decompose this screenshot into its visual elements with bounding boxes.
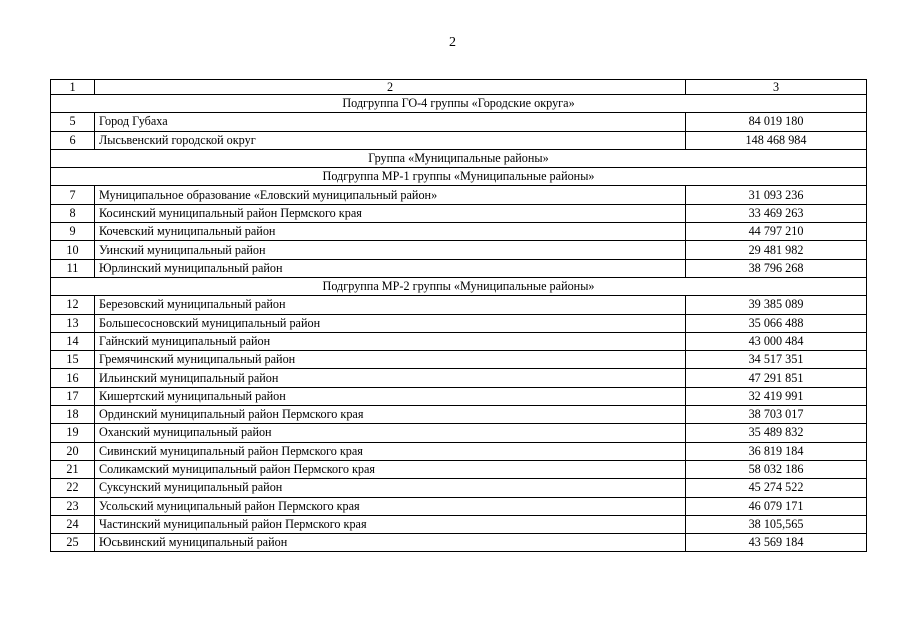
header-col-2: 2: [95, 80, 686, 95]
table-row: [51, 186, 867, 204]
table-body: [51, 80, 867, 552]
table-row: [51, 241, 867, 259]
table-row: [51, 369, 867, 387]
row-number: 15: [51, 351, 95, 369]
table-row: [51, 223, 867, 241]
row-number: 16: [51, 369, 95, 387]
table-row: [51, 534, 867, 552]
header-row: [51, 80, 867, 95]
amount-value: 58 032 186: [686, 460, 867, 478]
row-number: 25: [51, 534, 95, 552]
row-number: 22: [51, 479, 95, 497]
table-row: [51, 442, 867, 460]
table-row: [51, 515, 867, 533]
amount-value: 43 569 184: [686, 534, 867, 552]
amount-value: 43 000 484: [686, 332, 867, 350]
amount-value: 46 079 171: [686, 497, 867, 515]
subgroup-row: [51, 277, 867, 295]
municipality-name: Частинский муниципальный район Пермского края: [95, 515, 686, 533]
municipality-name: Оханский муниципальный район: [95, 424, 686, 442]
municipality-name: Юрлинский муниципальный район: [95, 259, 686, 277]
row-number: 8: [51, 204, 95, 222]
row-number: 20: [51, 442, 95, 460]
municipality-name: Усольский муниципальный район Пермского края: [95, 497, 686, 515]
amount-value: 38 105,565: [686, 515, 867, 533]
amount-value: 33 469 263: [686, 204, 867, 222]
table-row: [51, 497, 867, 515]
municipality-name: Лысьвенский городской округ: [95, 131, 686, 149]
municipality-name: Сивинский муниципальный район Пермского края: [95, 442, 686, 460]
subgroup-title: Группа «Муниципальные районы»: [51, 149, 867, 167]
municipality-name: Гайнский муниципальный район: [95, 332, 686, 350]
municipality-name: Косинский муниципальный район Пермского края: [95, 204, 686, 222]
subgroup-row: [51, 149, 867, 167]
subgroup-title: Подгруппа МР-2 группы «Муниципальные районы»: [51, 277, 867, 295]
amount-value: 84 019 180: [686, 113, 867, 131]
page-number: 2: [449, 35, 456, 50]
amount-value: 36 819 184: [686, 442, 867, 460]
row-number: 6: [51, 131, 95, 149]
municipality-name: Соликамский муниципальный район Пермского края: [95, 460, 686, 478]
municipality-name: Гремячинский муниципальный район: [95, 351, 686, 369]
amount-value: 38 796 268: [686, 259, 867, 277]
amount-value: 31 093 236: [686, 186, 867, 204]
row-number: 18: [51, 406, 95, 424]
municipality-name: Юсьвинский муниципальный район: [95, 534, 686, 552]
row-number: 7: [51, 186, 95, 204]
row-number: 13: [51, 314, 95, 332]
table-row: [51, 314, 867, 332]
amount-value: 35 489 832: [686, 424, 867, 442]
municipality-name: Ильинский муниципальный район: [95, 369, 686, 387]
amount-value: 47 291 851: [686, 369, 867, 387]
municipality-name: Муниципальное образование «Еловский муниципальный район»: [95, 186, 686, 204]
table-row: [51, 296, 867, 314]
subgroup-row: [51, 95, 867, 113]
row-number: 24: [51, 515, 95, 533]
amount-value: 32 419 991: [686, 387, 867, 405]
municipality-name: Ординский муниципальный район Пермского края: [95, 406, 686, 424]
budget-table: [50, 79, 867, 552]
amount-value: 35 066 488: [686, 314, 867, 332]
amount-value: 39 385 089: [686, 296, 867, 314]
amount-value: 44 797 210: [686, 223, 867, 241]
table-row: [51, 387, 867, 405]
row-number: 17: [51, 387, 95, 405]
table-row: [51, 406, 867, 424]
table-row: [51, 113, 867, 131]
amount-value: 148 468 984: [686, 131, 867, 149]
subgroup-title: Подгруппа МР-1 группы «Муниципальные районы»: [51, 168, 867, 186]
row-number: 14: [51, 332, 95, 350]
row-number: 10: [51, 241, 95, 259]
municipality-name: Большесосновский муниципальный район: [95, 314, 686, 332]
municipality-name: Уинский муниципальный район: [95, 241, 686, 259]
row-number: 21: [51, 460, 95, 478]
table-row: [51, 131, 867, 149]
table-row: [51, 332, 867, 350]
municipality-name: Березовский муниципальный район: [95, 296, 686, 314]
amount-value: 45 274 522: [686, 479, 867, 497]
table-row: [51, 424, 867, 442]
table-row: [51, 479, 867, 497]
table-row: [51, 259, 867, 277]
subgroup-title: Подгруппа ГО-4 группы «Городские округа»: [51, 95, 867, 113]
municipality-name: Кишертский муниципальный район: [95, 387, 686, 405]
subgroup-row: [51, 168, 867, 186]
table-row: [51, 204, 867, 222]
row-number: 9: [51, 223, 95, 241]
municipality-name: Кочевский муниципальный район: [95, 223, 686, 241]
amount-value: 38 703 017: [686, 406, 867, 424]
row-number: 5: [51, 113, 95, 131]
row-number: 19: [51, 424, 95, 442]
row-number: 23: [51, 497, 95, 515]
amount-value: 34 517 351: [686, 351, 867, 369]
table-row: [51, 460, 867, 478]
header-col-1: 1: [51, 80, 95, 95]
row-number: 11: [51, 259, 95, 277]
row-number: 12: [51, 296, 95, 314]
header-col-3: 3: [686, 80, 867, 95]
table-row: [51, 351, 867, 369]
municipality-name: Суксунский муниципальный район: [95, 479, 686, 497]
municipality-name: Город Губаха: [95, 113, 686, 131]
amount-value: 29 481 982: [686, 241, 867, 259]
